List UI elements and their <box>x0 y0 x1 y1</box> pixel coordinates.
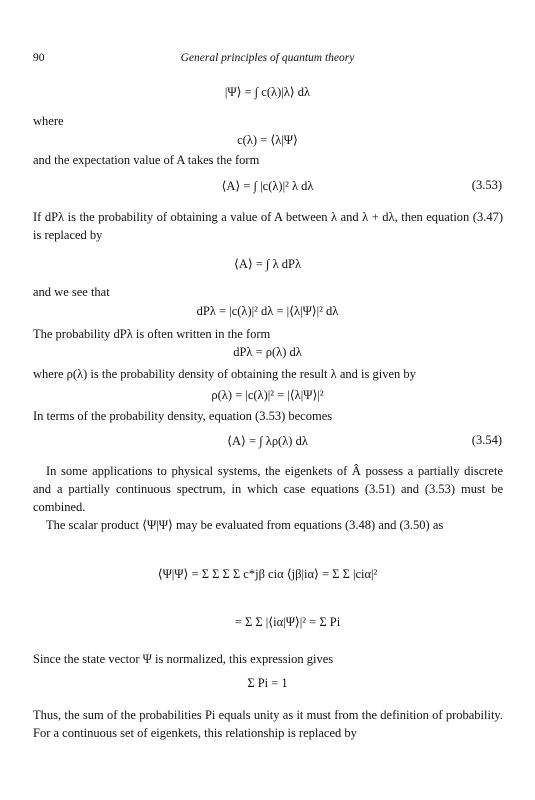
equation-c-lambda: c(λ) = ⟨λ|Ψ⟩ <box>237 133 298 147</box>
running-header <box>33 52 502 68</box>
equation-expectation-dp: ⟨A⟩ = ∫ λ dPλ <box>233 257 302 271</box>
paragraph-applications: In some applications to physical systems, the eigenkets of Â possess a partially discrete and a partially continuous spectrum, in which case equations (3.51) and (3.53) must be combined. <box>33 464 503 514</box>
page-number: 90 <box>33 52 45 64</box>
text-if-dp: If dPλ is the probability of obtaining a value of A between λ and λ + dλ, then equation (3.47) is replaced by <box>33 210 503 242</box>
text-where-density: where ρ(λ) is the probability density of obtaining the result λ and is given by <box>33 367 416 381</box>
equation-dp-rho: dPλ = ρ(λ) dλ <box>233 345 302 359</box>
text-since-normalized: Since the state vector Ψ is normalized, this expression gives <box>33 652 334 666</box>
equation-3-54: ⟨A⟩ = ∫ λρ(λ) dλ <box>227 434 308 448</box>
equation-sum-probabilities: = Σ Σ |⟨iα|Ψ⟩|² = Σ Pi <box>234 615 341 629</box>
equation-dp-lambda: dPλ = |c(λ)|² dλ = |⟨λ|Ψ⟩|² dλ <box>196 304 339 318</box>
equation-number-3-53: (3.53) <box>471 178 502 192</box>
text-often-written: The probability dPλ is often written in the form <box>33 327 271 341</box>
equation-state-expansion: |Ψ⟩ = ∫ c(λ)|λ⟩ dλ <box>224 85 311 99</box>
text-in-terms: In terms of the probability density, equation (3.53) becomes <box>33 409 333 423</box>
equation-rho-lambda: ρ(λ) = |c(λ)|² = |⟨λ|Ψ⟩|² <box>211 388 324 402</box>
paragraph-scalar-product: The scalar product ⟨Ψ|Ψ⟩ may be evaluated from equations (3.48) and (3.50) as <box>46 518 444 532</box>
equation-3-53: ⟨A⟩ = ∫ |c(λ)|² λ dλ <box>221 179 314 193</box>
text-expectation: and the expectation value of A takes the form <box>33 153 260 167</box>
running-title: General principles of quantum theory <box>180 52 355 64</box>
equation-sum-equals-one: Σ Pi = 1 <box>247 676 288 690</box>
equation-number-3-54: (3.54) <box>471 433 502 447</box>
text-we-see: and we see that <box>33 285 110 299</box>
equation-scalar-sum: ⟨Ψ|Ψ⟩ = Σ Σ Σ Σ c*jβ ciα ⟨jβ|iα⟩ = Σ Σ |ciα|² <box>157 567 378 581</box>
text-where: where <box>33 114 64 128</box>
paragraph-thus: Thus, the sum of the probabilities Pi equals unity as it must from the definition of probability. For a continuous set of eigenkets, this relationship is replaced by <box>33 708 503 740</box>
